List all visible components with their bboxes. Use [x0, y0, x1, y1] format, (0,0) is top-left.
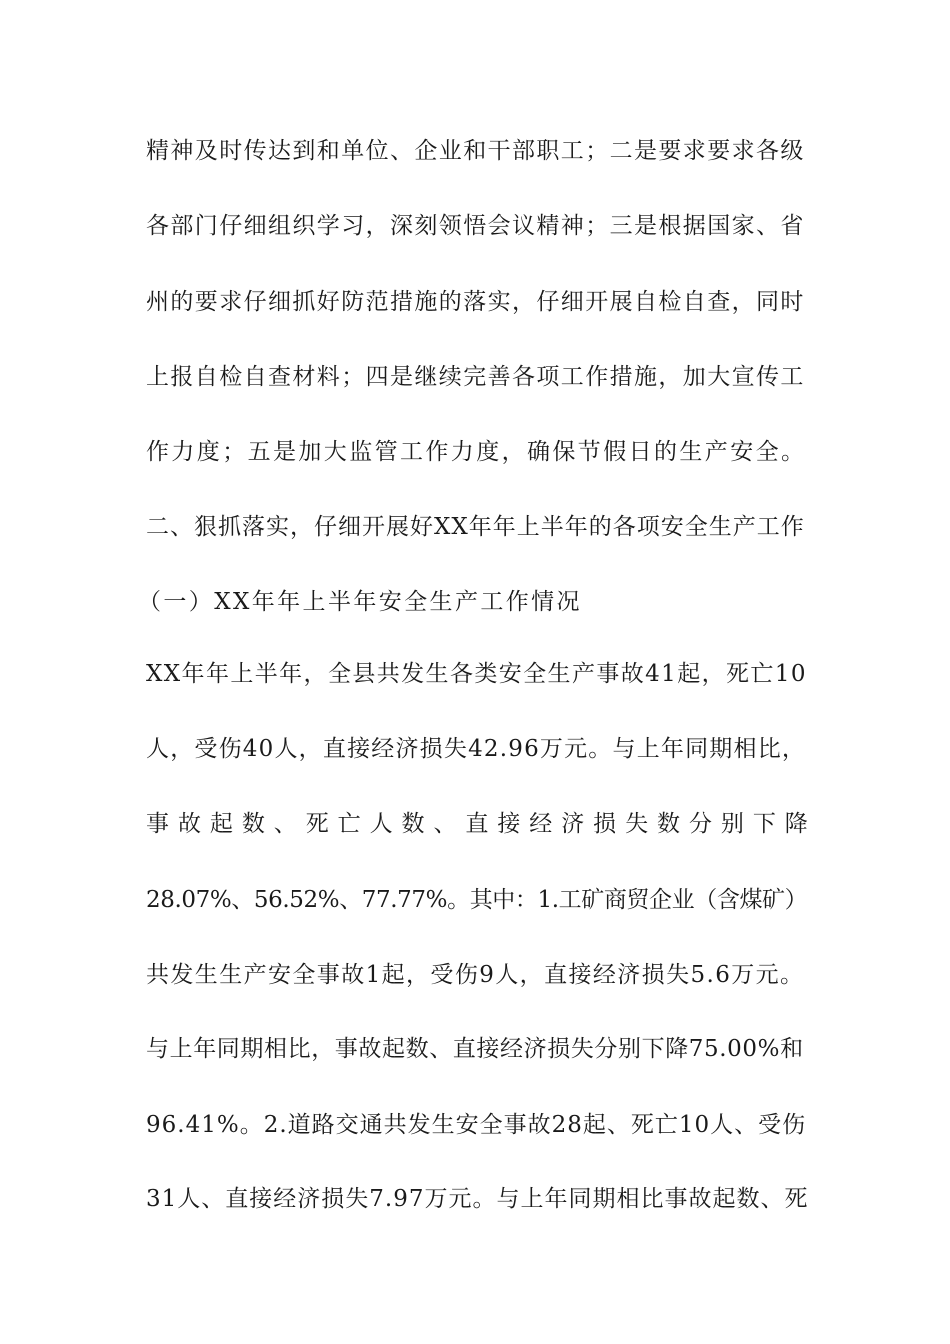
char: 损	[593, 811, 617, 837]
char: 人	[369, 811, 393, 837]
char: 起	[209, 811, 233, 837]
char: 数	[241, 811, 265, 837]
text-line-11: 28.07%、56.52%、77.77%。其中：1.工矿商贸企业（含煤矿）	[146, 887, 808, 913]
text-line-8: XX年年上半年，全县共发生各类安全生产事故41起，死亡10	[146, 661, 807, 687]
text-line-3: 州的要求仔细抓好防范措施的落实，仔细开展自检自查，同时	[146, 289, 805, 315]
text-line-5: 作力度；五是加大监管工作力度，确保节假日的生产安全。	[146, 439, 807, 465]
char: 事	[146, 811, 169, 837]
text-line-10	[146, 809, 808, 839]
text-line-13: 与上年同期相比，事故起数、直接经济损失分别下降75.00%和	[146, 1036, 804, 1062]
text-line-14: 96.41%。2.道路交通共发生安全事故28起、死亡10人、受伤	[146, 1112, 807, 1138]
char: 下	[752, 811, 776, 837]
char: 济	[561, 811, 585, 837]
char: 失	[625, 811, 649, 837]
char: 接	[497, 811, 521, 837]
char: 数	[401, 811, 425, 837]
section-heading: 二、狠抓落实，仔细开展好XX年年上半年的各项安全生产工作	[146, 514, 805, 540]
char: 别	[720, 811, 744, 837]
text-line-12: 共发生生产安全事故1起，受伤9人，直接经济损失5.6万元。	[146, 962, 805, 988]
char: 经	[529, 811, 553, 837]
text-line-2: 各部门仔细组织学习，深刻领悟会议精神；三是根据国家、省	[146, 213, 805, 239]
text-line-15: 31人、直接经济损失7.97万元。与上年同期相比事故起数、死	[146, 1186, 809, 1212]
char: 死	[305, 811, 329, 837]
char: 亡	[337, 811, 361, 837]
text-line-9: 人，受伤40人，直接经济损失42.96万元。与上年同期相比，	[146, 736, 807, 762]
char: 分	[688, 811, 712, 837]
char: 降	[784, 811, 808, 837]
char: 、	[273, 811, 297, 837]
text-line-1: 精神及时传达到和单位、企业和干部职工；二是要求要求各级	[146, 138, 805, 164]
char: 故	[177, 811, 201, 837]
subsection-heading: （一）XX年年上半年安全生产工作情况	[138, 589, 582, 615]
char: 、	[433, 811, 457, 837]
char: 数	[657, 811, 680, 837]
char: 直	[465, 811, 489, 837]
text-line-4: 上报自检自查材料；四是继续完善各项工作措施，加大宣传工	[146, 364, 805, 390]
